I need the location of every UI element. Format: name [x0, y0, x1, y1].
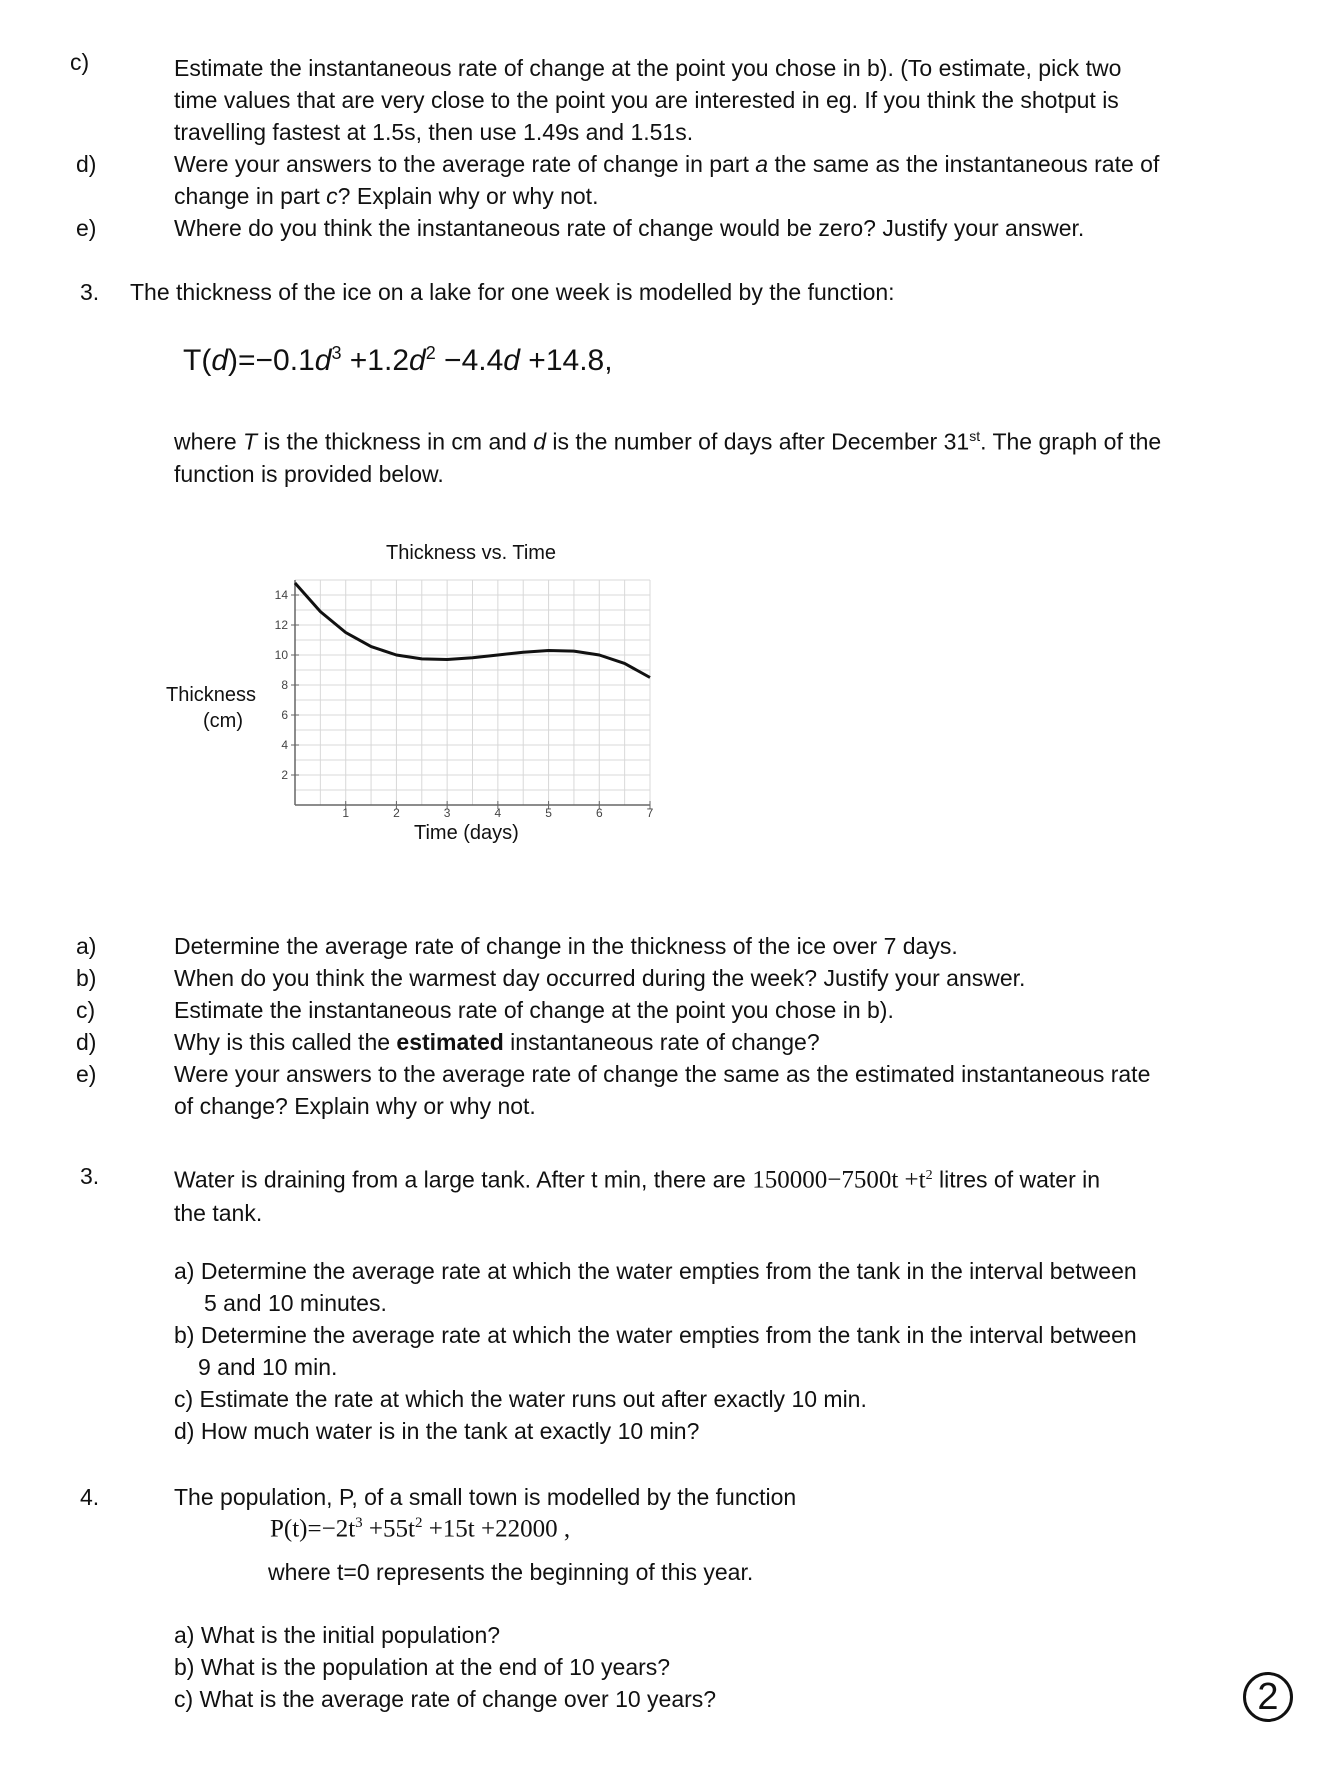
q3-e-label: e) [76, 1061, 97, 1087]
x-tick-label: 6 [595, 806, 603, 820]
prev-c-line1: Estimate the instantaneous rate of change at the point you chose in b). (To estimate, pick two [174, 55, 1122, 81]
x-tick-label: 3 [443, 806, 451, 820]
q3b-d-line: d) How much water is in the tank at exactly 10 min? [174, 1418, 700, 1444]
y-tick-label: 10 [274, 648, 288, 662]
q3-c-text: Estimate the instantaneous rate of change at the point you chose in b). [174, 997, 894, 1023]
chart-xlabel: Time (days) [414, 822, 519, 844]
chart-ylabel-1: Thickness [166, 684, 257, 706]
q3-questions [174, 930, 1150, 1122]
chart-title: Thickness vs. Time [386, 542, 557, 564]
prev-c-line2: time values that are very close to the point you are interested in eg. If you think the shotput is [174, 87, 1119, 113]
q3-d-text: Why is this called the estimated instantaneous rate of change? [174, 1029, 820, 1055]
q3-where-line2: function is provided below. [174, 460, 444, 487]
q3-number: 3. [80, 279, 100, 305]
q3-a-text: Determine the average rate of change in the thickness of the ice over 7 days. [174, 933, 958, 959]
page-number-badge: 2 [1243, 1672, 1293, 1722]
chart-ylabel-2: (cm) [203, 710, 243, 732]
q3b-number: 3. [80, 1163, 100, 1189]
prev-d-line1: Were your answers to the average rate of change in part a the same as the instantaneous rate of [174, 151, 1160, 177]
q3-labels [76, 930, 96, 1090]
q3b-line1: Water is draining from a large tank. After t min, there are $150000-7500t +t^2$ litres of water in [174, 1166, 1101, 1194]
x-tick-label: 7 [646, 806, 654, 820]
y-tick-label: 6 [281, 708, 288, 722]
q4-intro: The population, P, of a small town is modelled by the function [174, 1484, 797, 1510]
q3b-a-line1: a) Determine the average rate at which the water empties from the tank in the interval between [174, 1258, 1137, 1284]
q3b-intro [174, 1160, 1100, 1229]
q3b-line2: the tank. [174, 1199, 263, 1226]
q4-c-line: c) What is the average rate of change over 10 years? [174, 1686, 717, 1712]
q3b-parts [174, 1255, 1137, 1447]
q3b-a-line2: 5 and 10 minutes. [204, 1290, 387, 1316]
q3-e-text2: of change? Explain why or why not. [174, 1093, 536, 1119]
q3-a-label: a) [76, 933, 97, 959]
prev-c-line3: travelling fastest at 1.5s, then use 1.49s and 1.51s. [174, 119, 694, 145]
q4-parts [174, 1619, 716, 1715]
x-tick-label: 5 [545, 806, 552, 820]
prev-e-text: Where do you think the instantaneous rate of change would be zero? Justify your answer. [174, 215, 1085, 241]
y-tick-label: 12 [274, 618, 288, 632]
prev-c-text [174, 52, 1121, 148]
q4-b-line: b) What is the population at the end of 10 years? [174, 1654, 671, 1680]
q3-where [174, 420, 1161, 490]
y-tick-label: 8 [281, 678, 288, 692]
prev-c-label: c) [70, 49, 90, 75]
prev-d-line2: change in part c? Explain why or why not. [174, 183, 599, 209]
y-tick-label: 4 [281, 738, 288, 752]
q3b-b-line2: 9 and 10 min. [198, 1354, 338, 1380]
q3-formula: $T(d)=-0.1d^3 +1.2d^2 -4.4d +14.8$, [183, 343, 613, 377]
q4-a-line: a) What is the initial population? [174, 1622, 501, 1648]
thickness-chart [250, 570, 670, 832]
q3b-c-line: c) Estimate the rate at which the water runs out after exactly 10 min. [174, 1386, 867, 1412]
q3-b-text: When do you think the warmest day occurred during the week? Justify your answer. [174, 965, 1026, 991]
q3-e-text: Were your answers to the average rate of change the same as the estimated instantaneous rate [174, 1061, 1151, 1087]
q3b-b-line1: b) Determine the average rate at which the water empties from the tank in the interval between [174, 1322, 1137, 1348]
x-tick-label: 2 [393, 806, 400, 820]
prev-d-label: d) [76, 151, 97, 177]
y-tick-label: 14 [274, 588, 288, 602]
q4-where: where t=0 represents the beginning of this year. [268, 1559, 754, 1585]
x-tick-label: 1 [342, 806, 350, 820]
q3-c-label: c) [76, 997, 96, 1023]
prev-e-label: e) [76, 215, 97, 241]
prev-d-text [174, 148, 1159, 212]
q3-intro: The thickness of the ice on a lake for one week is modelled by the function: [130, 279, 895, 305]
q4-number: 4. [80, 1484, 100, 1510]
y-tick-label: 2 [281, 768, 288, 782]
q3-b-label: b) [76, 965, 97, 991]
q4-formula: $P(t)=-2t^3 +55t^2 +15t +22000$ , [270, 1515, 571, 1543]
q3-d-label: d) [76, 1029, 97, 1055]
q3-where-line1: where T is the thickness in cm and d is the number of days after December 31st. The graph of the [174, 428, 1162, 455]
x-tick-label: 4 [494, 806, 502, 820]
